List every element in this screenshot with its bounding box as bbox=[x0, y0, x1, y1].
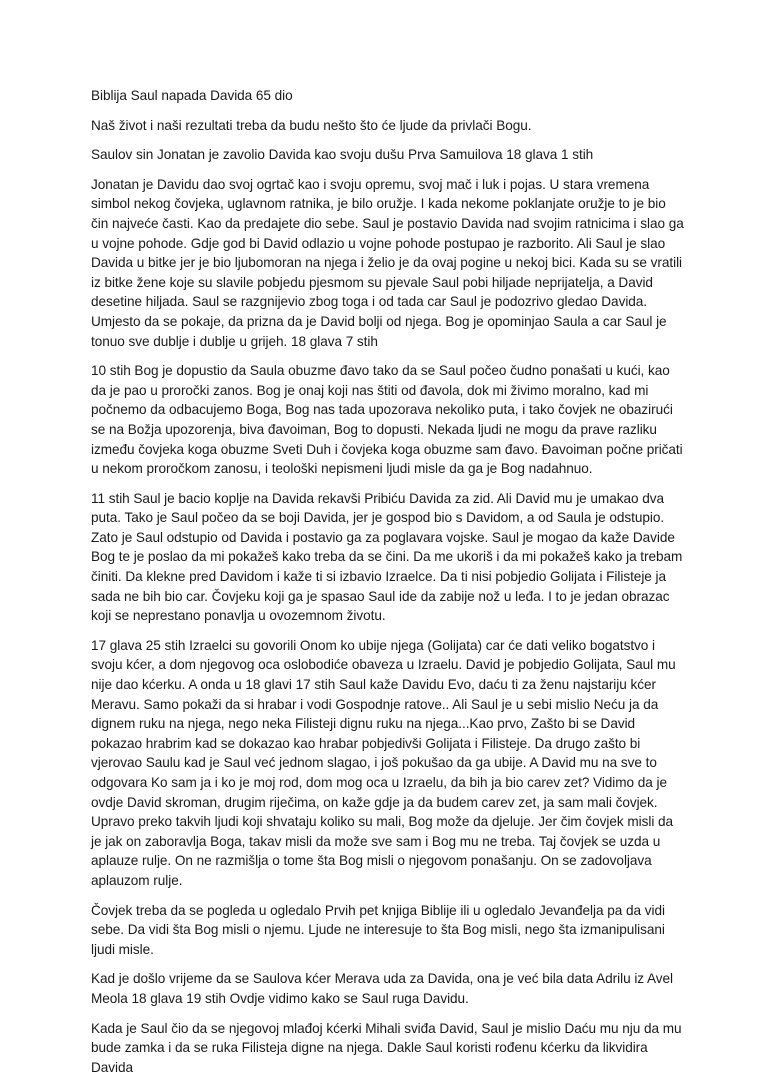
paragraph: Jonatan je Davidu dao svoj ogrtač kao i svoju opremu, svoj mač i luk i pojas. U stara vremena simbol nekog čovjeka, uglavnom ratnika, je bilo oružje. I kada nekome poklanjate oružje to je bio čin najveće časti. Kao da predajete dio sebe. Saul je postavio Davida nad svojim ratnicima i slao ga u vojne pohode. Gdje god bi David odlazio u vojne pohode postupao je razborito. Ali Saul je slao Davida u bitke jer je bio ljubomoran na njega i želio je da ovaj pogine u nekoj bici. Kada su se vratili iz bitke žene koje su slavile pobjedu pjesmom su pjevale Saul pobi hiljade neprijatelja, a David desetine hiljada. Saul se razgnijevio zbog toga i od tada car Saul je podozrivo gledao Davida. Umjesto da se pokaje, da prizna da je David bolji od njega. Bog je opominjao Saula a car Saul je tonuo sve dublje i dublje u grijeh. 18 glava 7 stih bbox=[91, 176, 684, 349]
paragraph: Naš život i naši rezultati treba da budu nešto što će ljude da privlači Bogu. bbox=[91, 117, 532, 133]
paragraph: Čovjek treba da se pogleda u ogledalo Prvih pet knjiga Biblije ili u ogledalo Jevanđelja pa da vidi sebe. Da vidi šta Bog misli o njemu. Ljude ne interesuje to šta Bog misli, nego šta izmanipulisani ljudi misle. bbox=[91, 902, 665, 957]
paragraph: Kad je došlo vrijeme da se Saulova kćer Merava uda za Davida, ona je već bila data Adrilu iz Avel Meola 18 glava 19 stih Ovdje vidimo kako se Saul ruga Davidu. bbox=[91, 971, 674, 1006]
document-title: Biblija Saul napada Davida 65 dio bbox=[91, 88, 293, 103]
paragraph: 10 stih Bog je dopustio da Saula obuzme đavo tako da se Saul počeo čudno ponašati u kući, kao da je pao u proročki zanos. Bog je onaj koji nas štiti od đavola, dok mi živimo moralno, kad mi počnemo da odbacujemo Boga, Bog nas tada upozorava nekoliko puta, i tako čovjek ne obazirući se na Božja upozorenja, biva đavoiman, Bog to dopusti. Nekada ljudi ne mogu da prave razliku između čovjeka koga obuzme Sveti Duh i čovjeka koga obuzme sam đavo. Đavoiman počne pričati u nekom proročkom zanosu, i teološki nepismeni ljudi misle da ga je Bog nadahnuo. bbox=[91, 363, 683, 477]
paragraph: 17 glava 25 stih Izraelci su govorili Onom ko ubije njega (Golijata) car će dati veliko bogatstvo i svoju kćer, a dom njegovog oca oslobodiće obaveza u Izraelu. David je pobjedio Golijata, Saul mu nije dao kćerku. A onda u 18 glavi 17 stih Saul kaže Davidu Evo, daću ti za ženu najstariju kćer Meravu. Samo pokaži da si hrabar i vodi Gospodnje ratove.. Ali Saul je u sebi mislio Neću ja da dignem ruku na njega, nego neka Filisteji dignu ruku na njega...Kao prvo, Zašto bi se David pokazao hrabrim kad se dokazao kao hrabar pobjedivši Golijata i Filisteje. Da drugo zašto bi vjerovao Saulu kad je Saul već jednom slagao, i još pokušao da ga ubije. A David mu na sve to odgovara Ko sam ja i ko je moj rod, dom mog oca u Izraelu, da bih ja bio carev zet? Vidimo da je ovdje David skroman, drugim riječima, on kaže gdje ja da budem carev zet, ja sam mali čovjek. Upravo preko takvih ljudi koji shvataju koliko su mali, Bog može da djeluje. Jer čim čovjek misli da je jak on zaboravlja Boga, takav misli da može sve sam i Bog mu ne treba. Taj čovjek se uzda u aplauze rulje. On ne razmišlja o tome šta Bog misli o njegovom ponašanju. On se zadovoljava aplauzom rulje. bbox=[91, 637, 676, 888]
paragraph: 11 stih Saul je bacio koplje na Davida rekavši Pribiću Davida za zid. Ali David mu je umakao dva puta. Tako je Saul počeo da se boji Davida, jer je gospod bio s Davidom, a od Saula je odstupio. Zato je Saul odstupio od Davida i postavio ga za poglavara vojske. Saul je mogao da kaže Davide Bog te je poslao da mi pokažeš kako treba da se čini. Da me ukoriš i da mi pokažeš kako ja trebam činiti. Da klekne pred Davidom i kaže ti si izbavio Izraelce. Da ti nisi pobjedio Golijata i Filisteje ja sada ne bih bio car. Čovjeku koji ga je spasao Saul ide da zabije nož u leđa. I to je jedan obrazac koji se neprestano ponavlja u ovozemnom životu. bbox=[91, 490, 683, 624]
paragraph: Kada je Saul čio da se njegovoj mlađoj kćerki Mihali sviđa David, Saul je mislio Daću mu nju da mu bude zamka i da se ruka Filisteja digne na njega. Dakle Saul koristi rođenu kćerku da likvidira Davida bbox=[91, 1020, 682, 1075]
paragraph: Saulov sin Jonatan je zavolio Davida kao svoju dušu Prva Samuilova 18 glava 1 stih bbox=[91, 147, 594, 163]
